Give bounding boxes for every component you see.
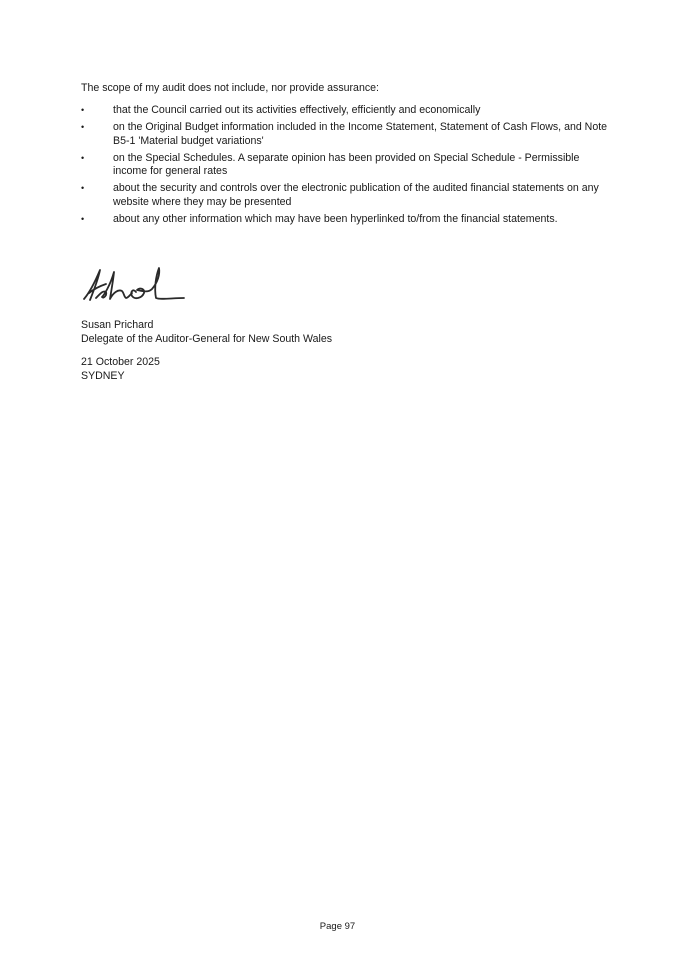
list-item — [81, 182, 611, 209]
signing-place: SYDNEY — [81, 370, 125, 382]
list-item — [81, 213, 611, 227]
handwritten-signature — [80, 262, 186, 306]
bullet-icon: • — [81, 183, 85, 193]
signatory-block — [81, 318, 332, 346]
bullet-icon: • — [81, 105, 85, 115]
audit-scope-intro: The scope of my audit does not include, nor provide assurance: — [81, 82, 379, 94]
bullet-icon: • — [81, 152, 85, 163]
page-number: Page 97 — [319, 921, 356, 932]
list-item-text: about the security and controls over the electronic publication of the audited financial statements on any website where they may be presented — [113, 182, 599, 208]
date-place-block — [81, 355, 160, 383]
signatory-title: Delegate of the Auditor-General for New South Wales — [81, 333, 333, 345]
signing-date: 21 October 2025 — [81, 356, 160, 368]
list-item-text: that the Council carried out its activities effectively, efficiently and economically — [113, 104, 481, 116]
audit-scope-list — [81, 104, 611, 230]
list-item — [81, 152, 611, 179]
signatory-name: Susan Prichard — [81, 319, 154, 331]
list-item-text: on the Original Budget information included in the Income Statement, Statement of Cash Flows, and Note B5-1 'Material budget variations' — [113, 121, 608, 147]
list-item-text: about any other information which may have been hyperlinked to/from the financial statements. — [113, 212, 558, 225]
list-item — [81, 121, 611, 148]
bullet-icon: • — [81, 213, 85, 224]
list-item-text: on the Special Schedules. A separate opinion has been provided on Special Schedule - Permissible income for general rates — [113, 151, 580, 177]
bullet-icon: • — [81, 122, 85, 132]
list-item — [81, 104, 611, 118]
